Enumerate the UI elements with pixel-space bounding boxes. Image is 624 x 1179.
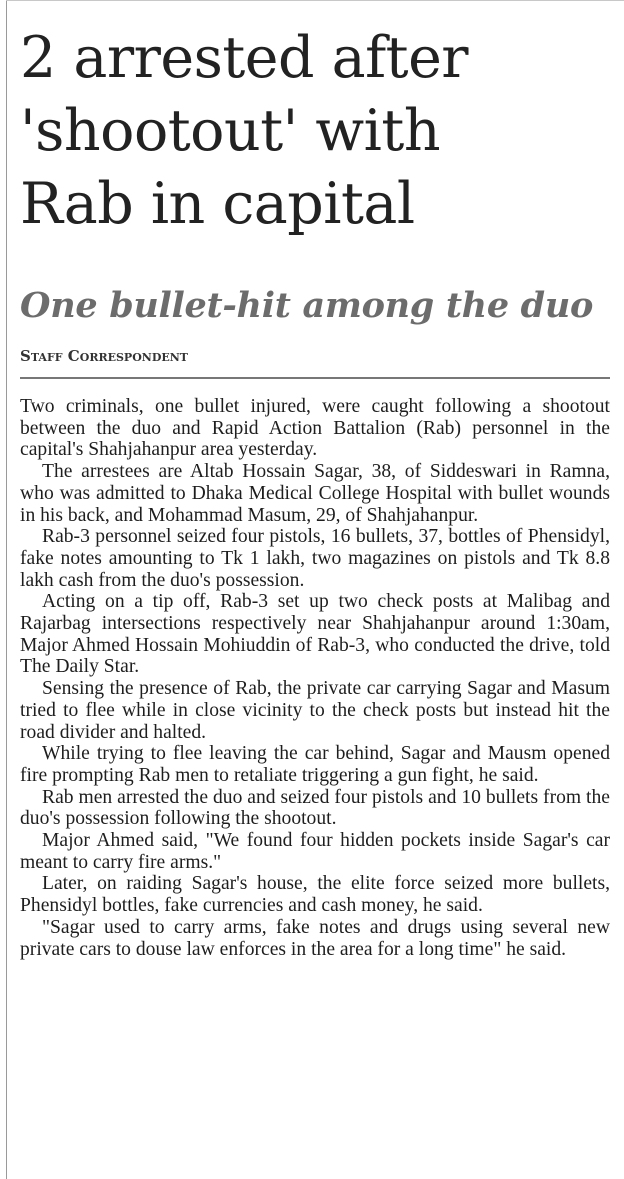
headline (20, 22, 616, 241)
paragraph: Acting on a tip off, Rab-3 set up two check posts at Malibag and Rajarbag intersections respectively near Shahjahanpur around 1:30am, Major Ahmed Hossain Mohiuddin of Rab-3, who conducted the drive, told The Daily Star. (20, 591, 610, 678)
byline-divider (20, 377, 610, 379)
column-border-left (6, 0, 7, 1179)
paragraph: Sensing the presence of Rab, the private car carrying Sagar and Masum tried to flee while in close vicinity to the check posts but instead hit the road divider and halted. (20, 678, 610, 743)
paragraph: Rab-3 personnel seized four pistols, 16 bullets, 37, bottles of Phensidyl, fake notes amounting to Tk 1 lakh, two magazines on pistols and Tk 8.8 lakh cash from the duo's possession. (20, 526, 610, 591)
byline: Staff Correspondent (20, 347, 188, 365)
news-article (20, 0, 616, 1179)
paragraph: Major Ahmed said, "We found four hidden pockets inside Sagar's car meant to carry fire arms." (20, 830, 610, 873)
paragraph: The arrestees are Altab Hossain Sagar, 38, of Siddeswari in Ramna, who was admitted to Dhaka Medical College Hospital with bullet wounds in his back, and Mohammad Masum, 29, of Shahjahanpur. (20, 461, 610, 526)
subheadline: One bullet-hit among the duo (20, 285, 594, 326)
headline-line: Rab in capital (20, 171, 415, 237)
headline-line: 2 arrested after (20, 25, 469, 91)
paragraph: While trying to flee leaving the car behind, Sagar and Mausm opened fire prompting Rab men to retaliate triggering a gun fight, he said. (20, 743, 610, 786)
headline-line: 'shootout' with (20, 98, 441, 164)
paragraph: Later, on raiding Sagar's house, the elite force seized more bullets, Phensidyl bottles, fake currencies and cash money, he said. (20, 873, 610, 917)
article-body (20, 396, 610, 960)
paragraph: Rab men arrested the duo and seized four pistols and 10 bullets from the duo's possession following the shootout. (20, 786, 610, 830)
paragraph: "Sagar used to carry arms, fake notes and drugs using several new private cars to douse law enforces in the area for a long time" he said. (20, 916, 610, 960)
paragraph: Two criminals, one bullet injured, were caught following a shootout between the duo and Rapid Action Battalion (Rab) personnel in the capital's Shahjahanpur area yesterday. (20, 396, 610, 461)
